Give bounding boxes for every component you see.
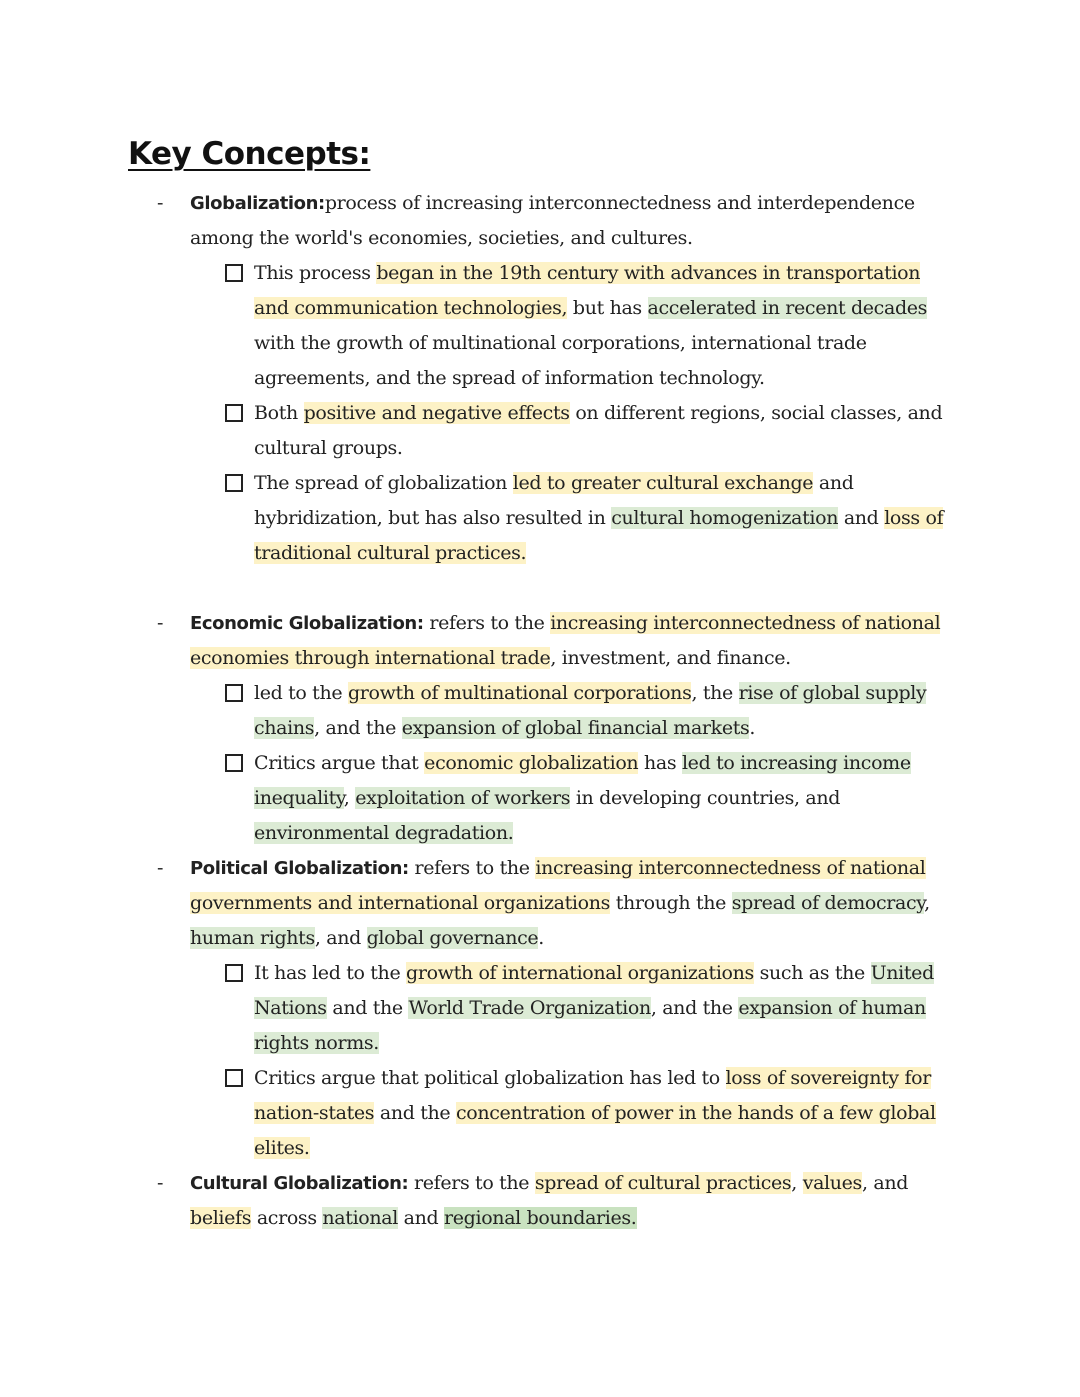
point-line [254,816,513,851]
text-segment: in developing countries, and [570,787,841,809]
highlighted-text: national [322,1207,398,1229]
highlighted-text: rights norms. [254,1032,379,1054]
highlighted-text: human rights [190,927,315,949]
highlighted-text: growth of multinational corporations [347,682,692,704]
checkbox[interactable] [225,754,243,772]
definition-line [190,221,693,256]
definition-line [190,186,915,221]
highlighted-text: chains [254,717,315,739]
highlighted-text: values [802,1172,862,1194]
highlighted-text: traditional cultural practices. [254,542,527,564]
text-segment: has [638,752,682,774]
highlighted-text: beliefs [190,1207,252,1229]
highlighted-text: increasing interconnectedness of national [550,612,941,634]
highlighted-text: and communication technologies, [254,297,568,319]
text-segment: such as the [753,962,871,984]
highlighted-text: nation-states [254,1102,375,1124]
highlighted-text: inequality [254,787,344,809]
text-segment: and [813,472,854,494]
highlighted-text: global governance [366,927,539,949]
bullet-dash: - [157,192,164,214]
checkbox[interactable] [225,684,243,702]
highlighted-text: governments and international organizations [190,892,611,914]
text-segment: among the world's economies, societies, and cultures. [190,227,693,249]
point-line [254,746,911,781]
text-segment: , [343,787,356,809]
point-line [254,536,526,571]
text-segment: and the [326,997,409,1019]
highlighted-text: growth of international organizations [406,962,754,984]
checkbox[interactable] [225,1069,243,1087]
highlighted-text: expansion of human [738,997,926,1019]
point-line [254,1061,931,1096]
highlighted-text: exploitation of workers [355,787,571,809]
point-line [254,256,920,291]
highlighted-text: World Trade Organization [408,997,651,1019]
point-line [254,396,942,431]
text-segment: with the growth of multinational corporations, international trade [254,332,867,354]
concept-term: Political Globalization: [190,858,409,879]
highlighted-text: Nations [254,997,327,1019]
text-segment: , [924,892,930,914]
highlighted-text: regional boundaries. [444,1207,637,1229]
text-segment: through the [610,892,732,914]
checkbox[interactable] [225,264,243,282]
text-segment: refers to the [423,612,551,634]
definition-line [190,921,544,956]
highlighted-text: positive and negative effects [303,402,570,424]
text-segment: agreements, and the spread of information technology. [254,367,765,389]
point-line [254,781,840,816]
highlighted-text: rise of global supply [738,682,927,704]
text-segment: refers to the [408,1172,535,1194]
point-line [254,956,934,991]
text-segment: This process [254,262,377,284]
point-line [254,676,926,711]
point-line [254,326,867,361]
point-line [254,991,926,1026]
point-line [254,1026,379,1061]
highlighted-text: accelerated in recent decades [647,297,928,319]
text-segment: , [791,1172,803,1194]
point-line [254,431,403,466]
checkbox[interactable] [225,964,243,982]
checkbox[interactable] [225,404,243,422]
text-segment: , and the [314,717,402,739]
text-segment: , and [314,927,367,949]
text-segment: . [749,717,756,739]
text-segment: , and [861,1172,909,1194]
point-line [254,291,927,326]
point-line [254,1096,936,1131]
text-segment: The spread of globalization [254,472,513,494]
text-segment: , the [691,682,739,704]
definition-line [190,851,926,886]
text-segment: on different regions, social classes, and [569,402,943,424]
highlighted-text: increasing interconnectedness of national [535,857,926,879]
text-segment: across [251,1207,323,1229]
point-line [254,501,943,536]
point-line [254,1131,310,1166]
text-segment: Both [254,402,304,424]
highlighted-text: United [870,962,934,984]
definition-line [190,1201,637,1236]
highlighted-text: cultural homogenization [611,507,839,529]
concept-term: Globalization: [190,193,325,214]
text-segment: cultural groups. [254,437,403,459]
bullet-dash: - [157,1172,164,1194]
text-segment: hybridization, but has also resulted in [254,507,612,529]
text-segment: and [838,507,885,529]
text-segment: and the [374,1102,456,1124]
concept-term: Cultural Globalization: [190,1173,409,1194]
page-title: Key Concepts: [128,136,371,172]
definition-line [190,886,930,921]
text-segment: Critics argue that political globalization has led to [254,1067,726,1089]
text-segment: process of increasing interconnectedness and interdependence [324,192,915,214]
definition-line [190,641,791,676]
highlighted-text: began in the 19th century with advances in transportation [376,262,921,284]
highlighted-text: environmental degradation. [254,822,514,844]
definition-line [190,1166,908,1201]
highlighted-text: spread of democracy [731,892,925,914]
point-line [254,466,854,501]
text-segment: . [538,927,544,949]
highlighted-text: expansion of global financial markets [401,717,750,739]
highlighted-text: loss of [884,507,944,529]
point-line [254,361,765,396]
highlighted-text: led to increasing income [681,752,911,774]
text-segment: Critics argue that [254,752,425,774]
text-segment: It has led to the [254,962,407,984]
highlighted-text: loss of sovereignty for [725,1067,931,1089]
text-segment: but has [567,297,648,319]
definition-line [190,606,940,641]
text-segment: led to the [254,682,348,704]
bullet-dash: - [157,612,164,634]
checkbox[interactable] [225,474,243,492]
bullet-dash: - [157,857,164,879]
text-segment: , investment, and finance. [550,647,791,669]
highlighted-text: economies through international trade [190,647,551,669]
highlighted-text: spread of cultural practices [534,1172,792,1194]
highlighted-text: led to greater cultural exchange [512,472,814,494]
text-segment: refers to the [408,857,536,879]
text-segment: and [397,1207,445,1229]
highlighted-text: concentration of power in the hands of a few global [455,1102,936,1124]
point-line [254,711,755,746]
highlighted-text: elites. [254,1137,310,1159]
concept-term: Economic Globalization: [190,613,424,634]
highlighted-text: economic globalization [424,752,639,774]
text-segment: , and the [650,997,739,1019]
